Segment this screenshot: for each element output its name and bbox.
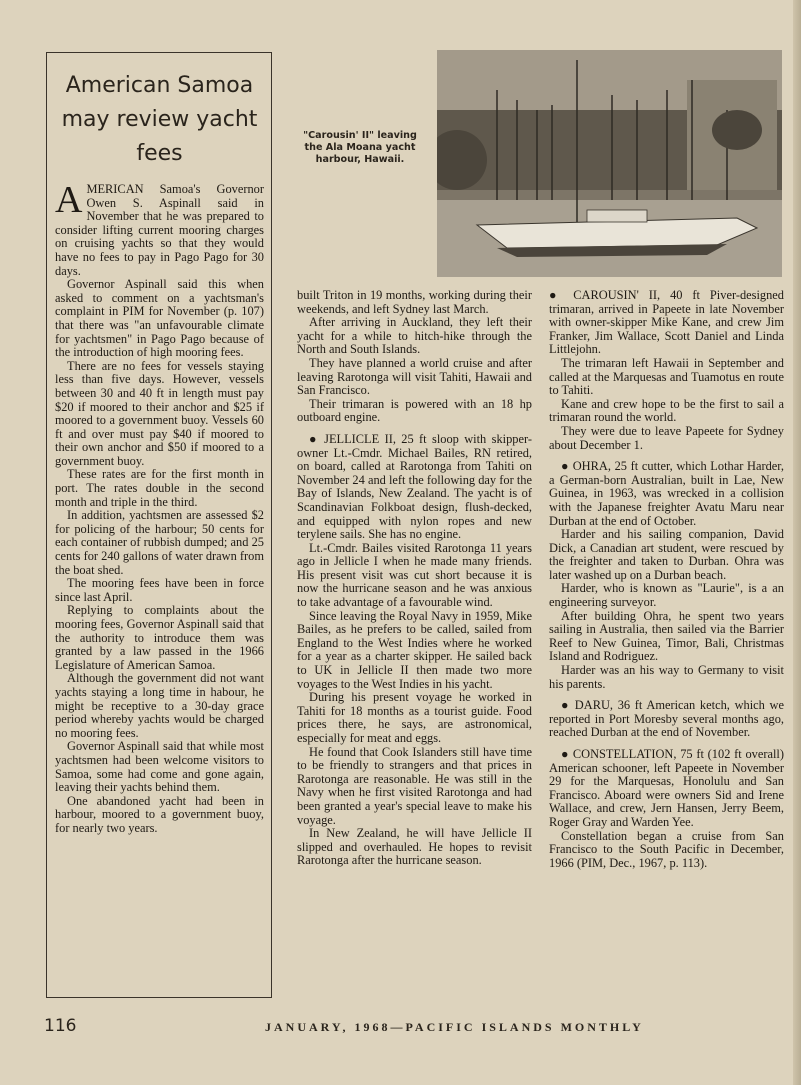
paragraph-carousin: ● CAROUSIN' II, 40 ft Piver-designed trimaran, arrived in Papeete in late November with owner-skipper Mike Kane, and crew Jim Franker, Jim Wallace, Scott Daniel and Linda Littlejohn.: [549, 288, 784, 357]
paragraph: Constellation began a cruise from San Francisco to the South Pacific in December, 1966 (PIM, Dec., 1967, p. 113).: [549, 828, 784, 870]
photo-caption: "Carousin' II" leaving the Ala Moana yacht harbour, Hawaii.: [303, 130, 417, 165]
headline: American Samoa may review yacht fees: [61, 73, 258, 166]
paragraph: Since leaving the Royal Navy in 1959, Mike Bailes, as he prefers to be called, sailed from England to the West Indies where he worked for a year as a charter skipper. He sailed back to UK in Jellicle II then made two more voyages to the West Indies in his yacht.: [297, 608, 532, 691]
page-footer: [0, 1018, 801, 1038]
page-edge: [793, 0, 801, 1085]
paragraph: During his present voyage he worked in Tahiti for 18 months as a tourist guide. Food prices there, he says, are astronomical, especially for meat and eggs.: [297, 690, 532, 745]
paragraph: In addition, yachtsmen are assessed $2 for policing of the harbour; 50 cents for each container of rubbish dumped; and 25 cents for 240 gallons of water drawn from the boat shed.: [55, 508, 264, 577]
paragraph: After building Ohra, he spent two years sailing in Australia, then sailed via the Barrier Reef to New Guinea, Timor, Bali, Christmas Island and Rodriguez.: [549, 608, 784, 664]
paragraph-daru: ● DARU, 36 ft American ketch, which we reported in Port Moresby several months ago, reached Durban at the end of November.: [549, 698, 784, 740]
paragraph: Harder, who is known as "Laurie", is a an engineering surveyor.: [549, 581, 784, 610]
paragraph-ohra: ● OHRA, 25 ft cutter, which Lothar Harder, a German-born Australian, built in Lae, New Guinea, in 1963, was wrecked in a collision with the Japanese freighter Avatu Maru near Durban at the end of October.: [549, 459, 784, 528]
paragraph: Harder was an his way to Germany to visit his parents.: [549, 663, 784, 691]
paragraph: built Triton in 19 months, working during their weekends, and left Sydney last March.: [297, 288, 532, 316]
paragraph: He found that Cook Islanders still have time to be friendly to strangers and that prices in Rarotonga are reasonable. He was still in the Navy when he first visited Rarotonga and had been granted a year's special leave to make his voyage.: [297, 744, 532, 827]
publication-line: JANUARY, 1968—PACIFIC ISLANDS MONTHLY: [265, 1020, 644, 1034]
paragraph-constellation: ● CONSTELLATION, 75 ft (102 ft overall) American schooner, left Papeete in November 29 for the Marquesas, Honolulu and San Francisco. Aboard were owners Sid and Irene Wallace, and crew, Jern Hansen, Jerry Beem, Roger Gray and Warden Yee.: [549, 747, 784, 829]
right-column: [549, 289, 784, 870]
paragraph: They have planned a world cruise and after leaving Rarotonga will visit Tahiti, Hawaii and San Francisco.: [297, 355, 532, 398]
paragraph: These rates are for the first month in port. The rates double in the second month and triple in the third.: [55, 467, 264, 509]
paragraph: Governor Aspinall said that while most yachtsmen had been welcome visitors to Samoa, some had come and gone again, leaving their yachts behind them.: [55, 739, 264, 795]
middle-column: [297, 289, 532, 868]
yacht-photo: [437, 50, 782, 277]
page-number: 116: [44, 1016, 77, 1036]
paragraph: Lt.-Cmdr. Bailes visited Rarotonga 11 years ago in Jellicle I when he made many friends. His present visit was cut short because it is now the hurricane season and he was anxious to take advantage of a favourable wind.: [297, 540, 532, 610]
paragraph: The trimaran left Hawaii in September and called at the Marquesas and Tuamotus en route to Tahiti.: [549, 355, 784, 398]
paragraph: In New Zealand, he will have Jellicle II slipped and overhauled. He hopes to revisit Rarotonga after the hurricane season.: [297, 826, 532, 868]
paragraph: There are no fees for vessels staying less than five days. However, vessels between 30 and 40 ft in length must pay $20 if moored to their anchor and $25 if moored to a government buoy. Vessels 60 ft and over must pay $40 if moored to their own anchor and $50 if moored to a government buoy.: [55, 358, 264, 468]
paragraph-lead: AMERICAN Samoa's Governor Owen S. Aspinall said in November that he was prepared to consider lifting current mooring charges on cruising yachts so that they would have no fees to pay in Pago Pago for 30 days.: [55, 179, 264, 278]
paragraph: Their trimaran is powered with an 18 hp outboard engine.: [297, 396, 532, 425]
paragraph: Governor Aspinall said this when asked to comment on a yachtsman's complaint in PIM for November (p. 107) that there was "an unfavourable climate for yachtsmen" in Pago Pago because of the introduction of high mooring fees.: [55, 277, 264, 360]
paragraph: The mooring fees have been in force since last April.: [55, 576, 264, 604]
paragraph: Harder and his sailing companion, David Dick, a Canadian art student, were rescued by the freighter and taken to Durban. Ohra was later washed up on a Durban beach.: [549, 527, 784, 582]
paragraph: After arriving in Auckland, they left their yacht for a while to hitch-hike through the North and South Islands.: [297, 315, 532, 357]
yacht-harbour-image: [437, 50, 782, 277]
article-box: [46, 52, 272, 998]
paragraph: One abandoned yacht had been in harbour, moored to a government buoy, for nearly two years.: [55, 793, 264, 835]
paragraph: Kane and crew hope to be the first to sail a trimaran round the world.: [549, 396, 784, 425]
dropcap: A: [55, 179, 83, 221]
paragraph: Although the government did not want yachts staying a long time in habour, he might be receptive to a 30-day grace period whereby yachts would be charged no mooring fees.: [55, 671, 264, 740]
paragraph: They were due to leave Papeete for Sydney about December 1.: [549, 423, 784, 452]
left-column: [55, 179, 264, 836]
paragraph-jellicle: ● JELLICLE II, 25 ft sloop with skipper-owner Lt.-Cmdr. Michael Bailes, RN retired, on board, called at Rarotonga from Tahiti on November 24 and left the following day for the Bay of Islands, New Zealand. The yacht is of Scandinavian Folkboat design, flush-decked, and equipped with nylon ropes and new terylene sails. She has no engine.: [297, 431, 532, 542]
paragraph: Replying to complaints about the mooring fees, Governor Aspinall said that the authority to introduce them was granted by a law passed in the 1966 Legislature of American Samoa.: [55, 603, 264, 672]
